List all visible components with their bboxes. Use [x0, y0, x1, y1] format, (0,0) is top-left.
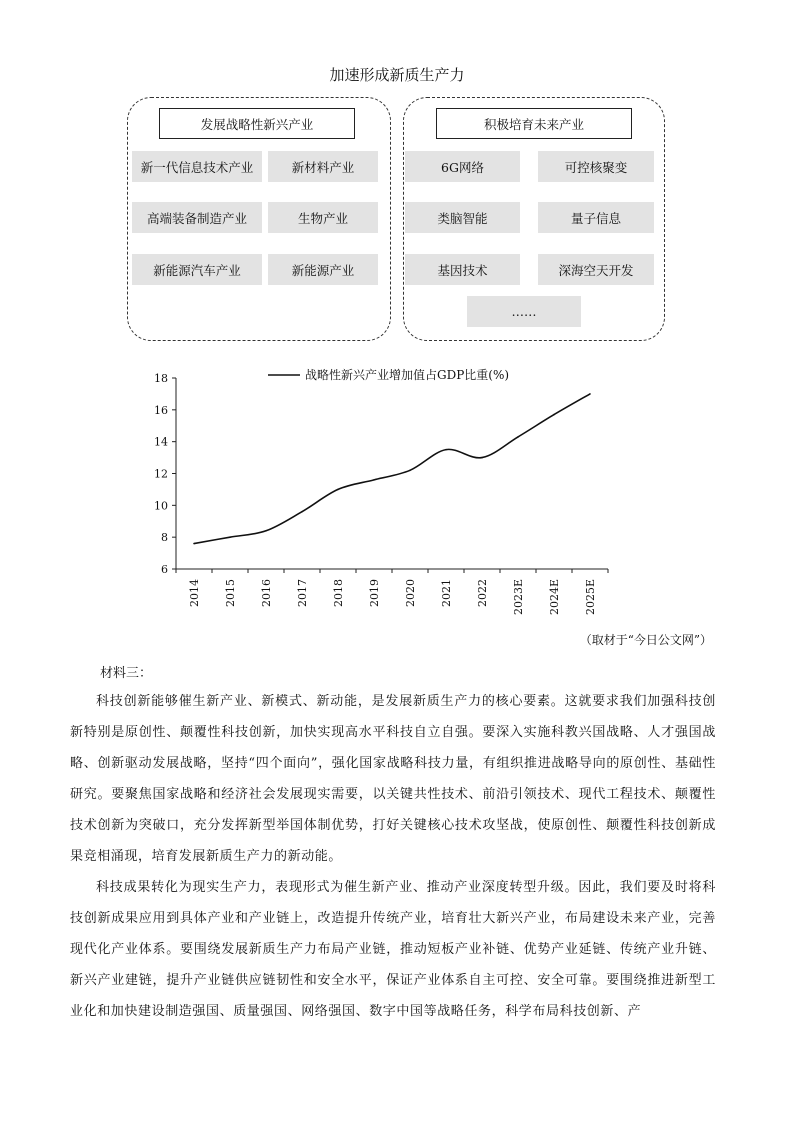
right-item: 可控核聚变: [538, 151, 654, 182]
data-point: [301, 511, 303, 513]
x-tick-label: 2022: [476, 579, 489, 607]
y-tick-label: 12: [154, 467, 168, 481]
left-item: 生物产业: [268, 202, 378, 233]
series-line: [194, 394, 590, 544]
data-point: [193, 543, 195, 545]
right-item: 量子信息: [538, 202, 654, 233]
y-tick-label: 18: [154, 372, 168, 385]
x-tick-label: 2025E: [584, 579, 597, 616]
data-point: [373, 479, 375, 481]
x-tick-label: 2015: [224, 579, 237, 607]
y-tick-label: 8: [161, 531, 168, 545]
line-chart: [130, 362, 630, 624]
right-item: 基因技术: [405, 254, 520, 285]
left-item: 新材料产业: [268, 151, 378, 182]
x-tick-label: 2023E: [512, 579, 525, 616]
x-tick-label: 2024E: [548, 579, 561, 616]
right-panel-header: 积极培育未来产业: [436, 108, 632, 139]
x-tick-label: 2020: [404, 579, 417, 607]
left-item: 新能源产业: [268, 254, 378, 285]
y-tick-label: 16: [154, 403, 168, 417]
right-item: 深海空天开发: [538, 254, 654, 285]
data-point: [229, 536, 231, 538]
x-tick-label: 2016: [260, 579, 273, 607]
source-note: （取材于“今日公文网”）: [579, 633, 712, 647]
left-item: 新能源汽车产业: [132, 254, 262, 285]
data-point: [481, 457, 483, 459]
data-point: [553, 414, 555, 416]
data-point: [409, 470, 411, 472]
paragraph-1: 科技创新能够催生新产业、新模式、新动能，是发展新质生产力的核心要素。这就要求我们加强科技创新特别是原创性、颠覆性科技创新，加快实现高水平科技自立自强。要深入实施科教兴国战略、人才强国战略、创新驱动发展战略，坚持“四个面向”，强化国家战略科技力量，有组织推进战略导向的原创性、基础性研究。要聚焦国家战略和经济社会发展现实需要，以关键共性技术、前沿引领技术、现代工程技术、颠覆性技术创新为突破口，充分发挥新型举国体制优势，打好关键核心技术攻坚战，使原创性、颠覆性科技创新成果竞相涌现，培育发展新质生产力的新动能。: [70, 694, 716, 864]
data-point: [265, 530, 267, 532]
material-label: 材料三：: [100, 666, 153, 681]
x-tick-label: 2017: [296, 579, 309, 607]
data-point: [517, 436, 519, 438]
diagram-title: 加速形成新质生产力: [329, 66, 465, 84]
chart-svg: [130, 362, 630, 624]
x-tick-label: 2018: [332, 579, 345, 607]
x-tick-label: 2021: [440, 579, 453, 607]
left-item: 高端装备制造产业: [132, 202, 262, 233]
right-item-more: ……: [467, 296, 581, 327]
data-point: [445, 449, 447, 451]
left-panel-header: 发展战略性新兴产业: [159, 108, 355, 139]
data-point: [589, 393, 591, 395]
x-tick-label: 2019: [368, 579, 381, 607]
left-item: 新一代信息技术产业: [132, 151, 262, 182]
y-tick-label: 6: [161, 563, 168, 576]
right-item: 类脑智能: [405, 202, 520, 233]
x-tick-label: 2014: [188, 579, 201, 607]
right-item: 6G网络: [405, 151, 520, 182]
paragraph-2: 科技成果转化为现实生产力，表现形式为催生新产业、推动产业深度转型升级。因此，我们要及时将科技创新成果应用到具体产业和产业链上，改造提升传统产业，培育壮大新兴产业，布局建设未来产业，完善现代化产业体系。要围绕发展新质生产力布局产业链，推动短板产业补链、优势产业延链、传统产业升链、新兴产业建链，提升产业链供应链韧性和安全水平，保证产业体系自主可控、安全可靠。要围绕推进新型工业化和加快建设制造强国、质量强国、网络强国、数字中国等战略任务，科学布局科技创新、产: [70, 880, 716, 1019]
y-tick-label: 10: [154, 499, 168, 513]
data-point: [337, 489, 339, 491]
legend-label: 战略性新兴产业增加值占GDP比重(%): [305, 368, 510, 382]
y-tick-label: 14: [154, 435, 168, 449]
